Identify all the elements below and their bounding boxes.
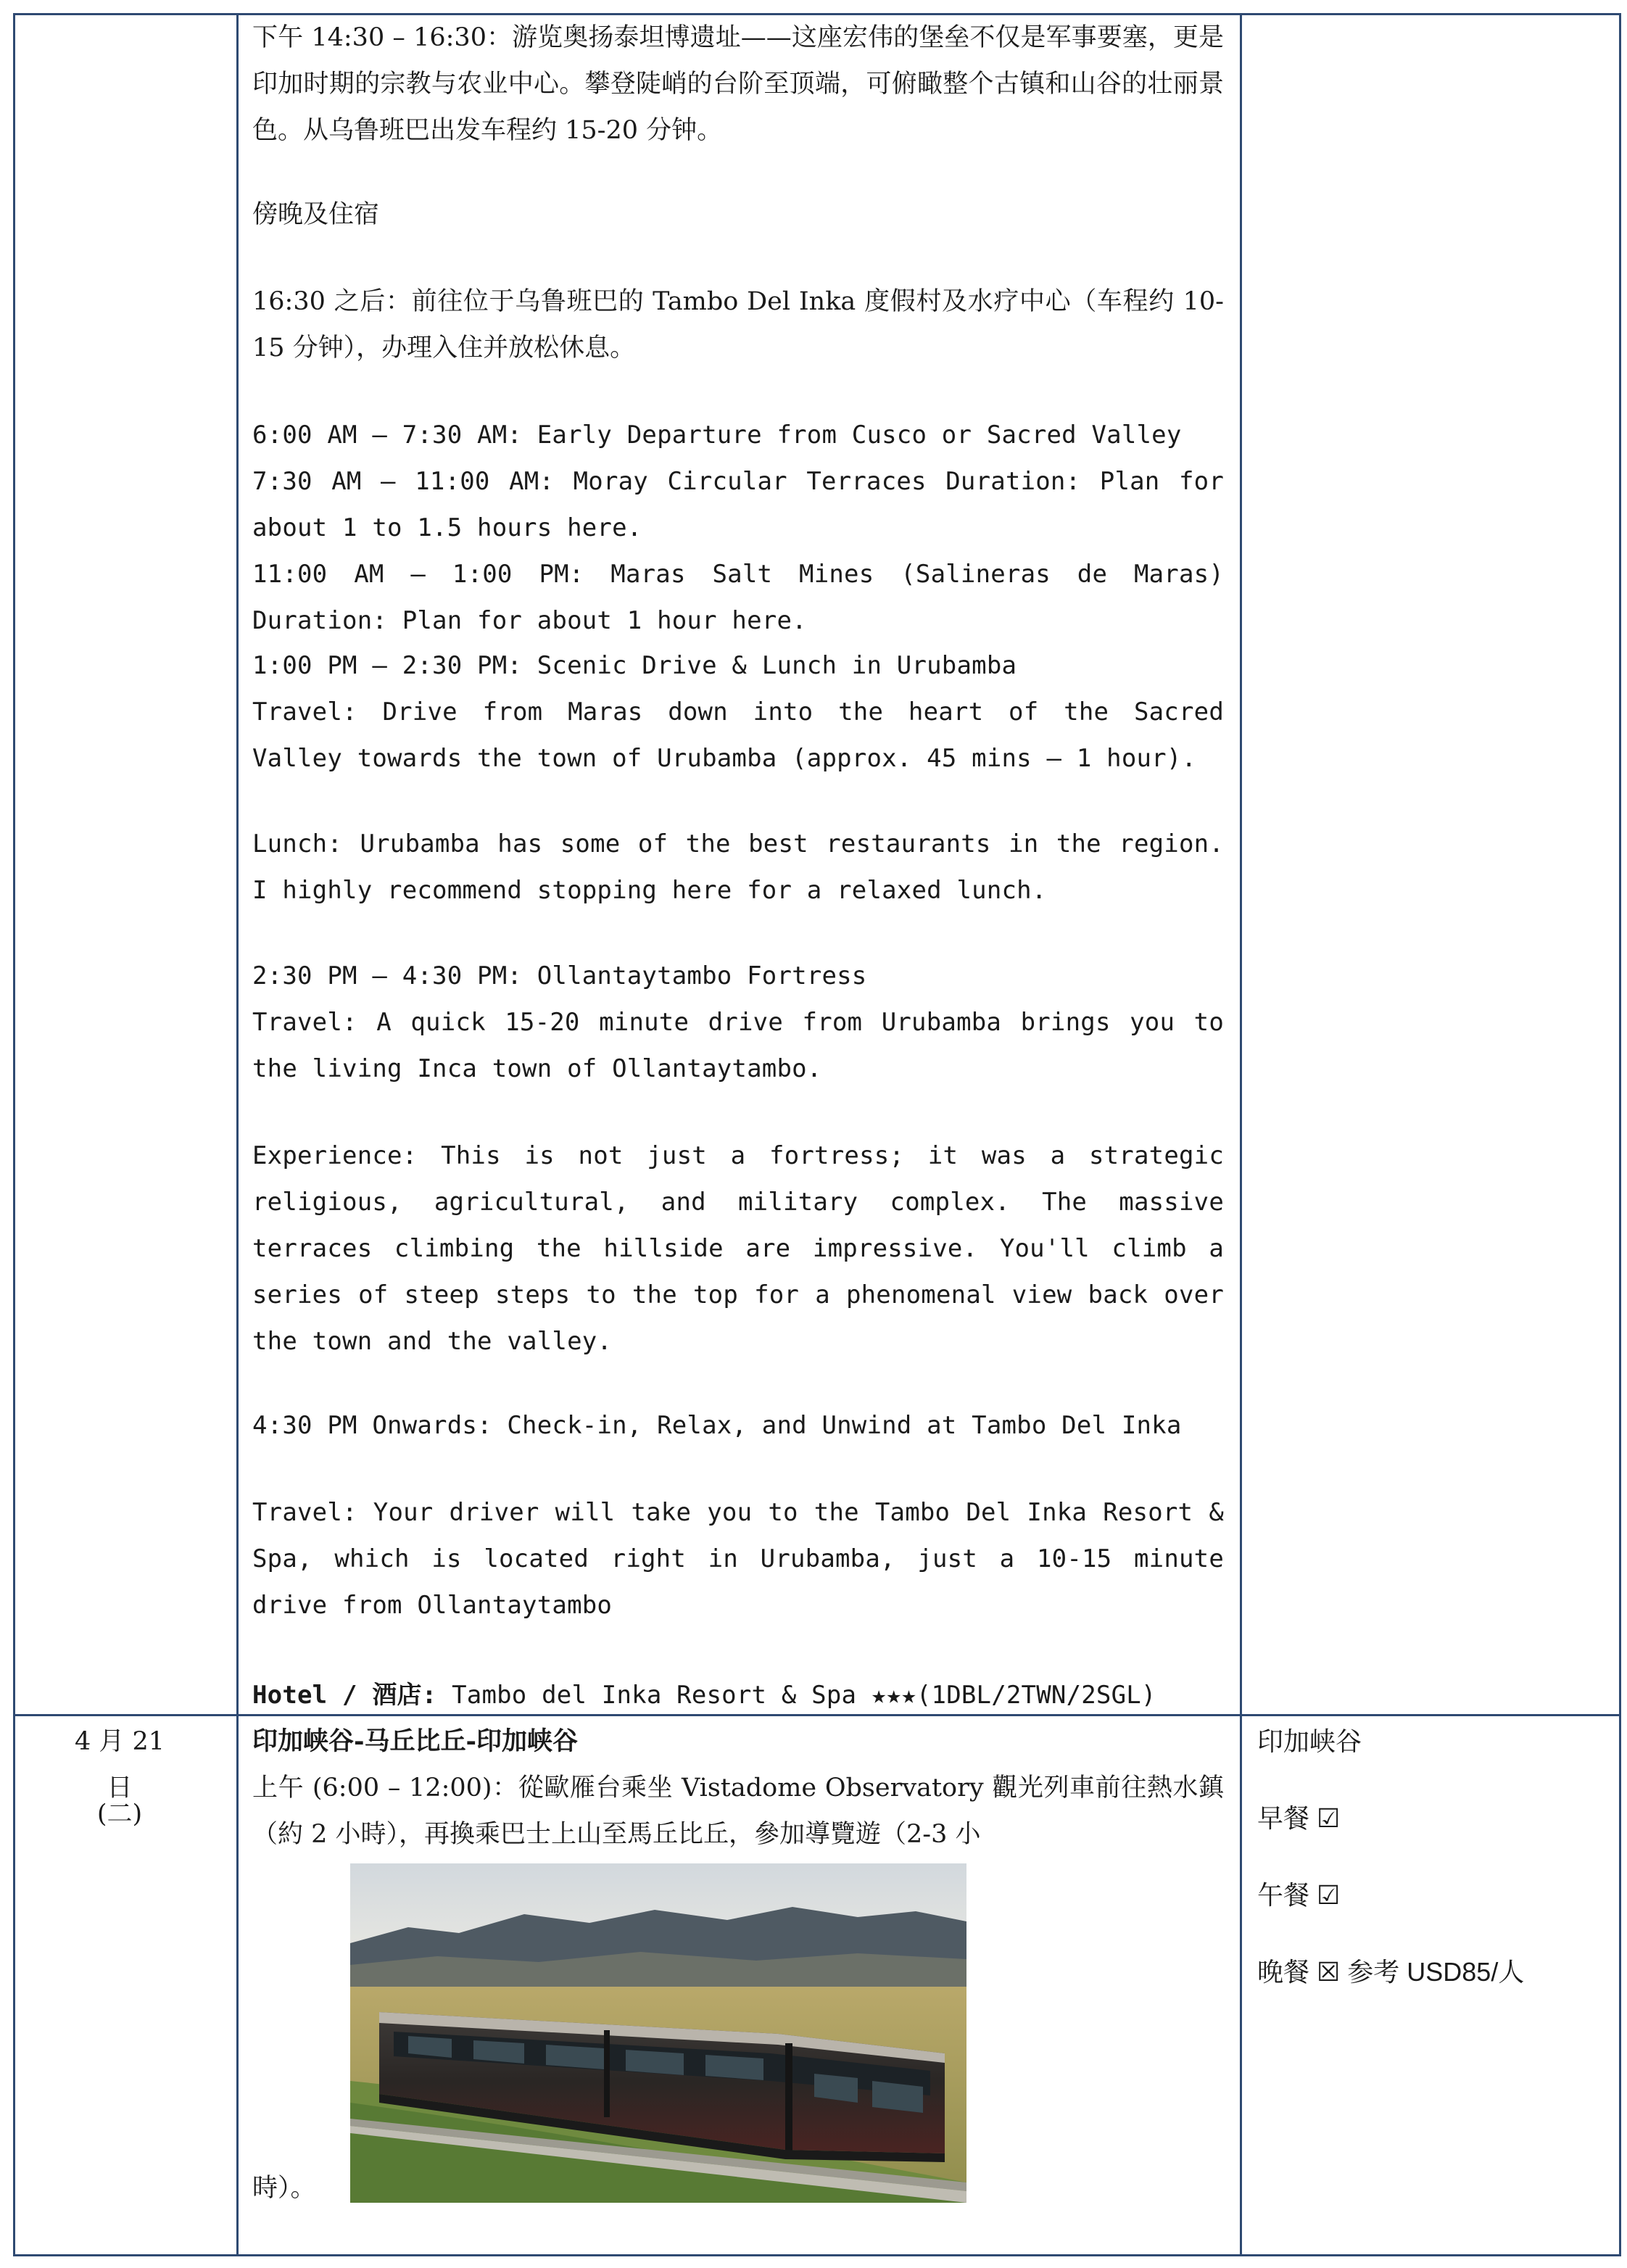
train-photo [350, 1863, 966, 2203]
evening-heading-cn: 傍晚及住宿 [252, 200, 380, 229]
column-divider-left [236, 13, 239, 2256]
day2-title: 印加峡谷-马丘比丘-印加峡谷 [252, 1726, 579, 1756]
lunch-paragraph: Lunch: Urubamba has some of the best restaurants in the region. I highly recommend stopping here for a relaxed lunch. [252, 829, 1224, 905]
day2-morning-end: 時）。 [252, 2174, 316, 2203]
experience-paragraph: Experience: This is not just a fortress; it was a strategic religious, agricultural, and military complex. The massive terraces climbing the hillside are impressive. You'll climb a series of steep steps to the top for a phenomenal view back over the town and the valley. [252, 1141, 1224, 1356]
afternoon-paragraph-cn: 下午 14:30 – 16:30：游览奥扬泰坦博遗址——这座宏伟的堡垒不仅是军事要塞，更是印加时期的宗教与农业中心。攀登陡峭的台阶至顶端，可俯瞰整个古镇和山谷的壮丽景色。从乌鲁班巴出发车程约 15-20 分钟。 [252, 23, 1224, 145]
schedule-line-1: 6:00 AM – 7:30 AM: Early Departure from Cusco or Sacred Valley [252, 421, 1182, 450]
dinner-status: 晚餐 ☒ 参考 USD85/人 [1257, 1957, 1525, 1987]
schedule-line-6: 2:30 PM – 4:30 PM: Ollantaytambo Fortress [252, 961, 867, 990]
day2-place: 印加峡谷 [1257, 1726, 1362, 1756]
day2-weekday: (二) [96, 1800, 143, 1829]
lunch-status: 午餐 ☑ [1257, 1880, 1341, 1910]
schedule-line-7: Travel: A quick 15-20 minute drive from Urubamba brings you to the living Inca town of Ollantaytambo. [252, 1008, 1224, 1083]
schedule-line-8: 4:30 PM Onwards: Check-in, Relax, and Unwind at Tambo Del Inka [252, 1411, 1182, 1440]
evening-paragraph-cn: 16:30 之后：前往位于乌鲁班巴的 Tambo Del Inka 度假村及水疗中心（车程约 10-15 分钟），办理入住并放松休息。 [252, 287, 1224, 363]
day2-date: 4 月 21 日 [74, 1727, 165, 1803]
schedule-line-2: 7:30 AM – 11:00 AM: Moray Circular Terraces Duration: Plan for about 1 to 1.5 hours here. [252, 467, 1224, 542]
travel-final-paragraph: Travel: Your driver will take you to the Tambo Del Inka Resort & Spa, which is located right in Urubamba, just a 10-15 minute drive from Ollantaytambo [252, 1498, 1224, 1620]
column-divider-right [1240, 13, 1242, 2256]
breakfast-status: 早餐 ☑ [1257, 1803, 1341, 1833]
hotel-value: Tambo del Inka Resort & Spa ★★★(1DBL/2TWN/2SGL) [452, 1681, 1156, 1710]
schedule-line-4: 1:00 PM – 2:30 PM: Scenic Drive & Lunch in Urubamba [252, 651, 1017, 680]
hotel-line [252, 1672, 1224, 1718]
schedule-line-5: Travel: Drive from Maras down into the heart of the Sacred Valley towards the town of Urubamba (approx. 45 mins – 1 hour). [252, 698, 1224, 773]
day2-morning-paragraph: 上午 (6:00 – 12:00)：從歐雁台乘坐 Vistadome Observatory 觀光列車前往熱水鎮（約 2 小時），再換乘巴士上山至馬丘比丘，參加導覽遊（2-3 小 [252, 1774, 1224, 1849]
hotel-label: Hotel / 酒店: [252, 1681, 437, 1710]
schedule-line-3: 11:00 AM – 1:00 PM: Maras Salt Mines (Salineras de Maras) Duration: Plan for about 1 hour here. [252, 560, 1224, 635]
